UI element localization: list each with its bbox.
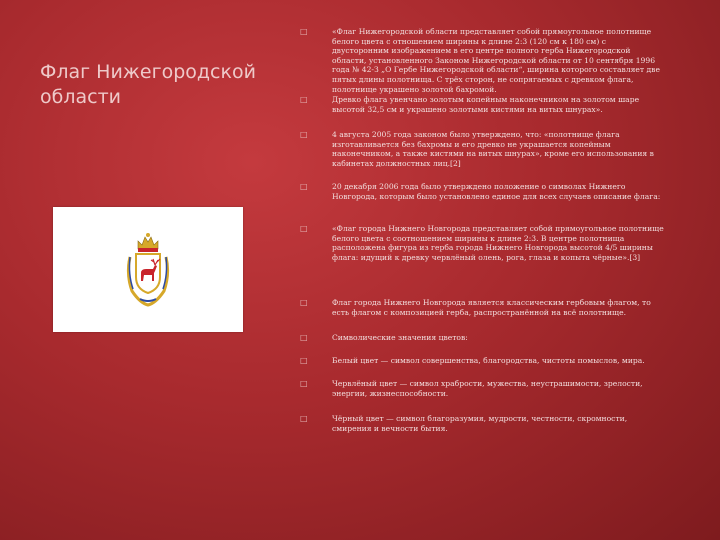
- bullet-item: [300, 182, 700, 201]
- bullet-text: 4 августа 2005 года законом было утверждено, что: «полотнище флага изготавливается без бахромы и его древко не украшается копейным наконечником, а также кистями на витых шнурах», кроме его использования в кабинетах должностных лиц.[2]: [332, 130, 654, 168]
- box-bullet-icon: □: [300, 414, 308, 423]
- box-bullet-icon: □: [300, 333, 308, 342]
- box-bullet-icon: □: [300, 356, 308, 365]
- bullet-item: [300, 298, 700, 317]
- bullet-text: Чёрный цвет — символ благоразумия, мудрости, честности, скромности, смирения и вечности бытия.: [332, 414, 628, 433]
- bullet-item: [300, 224, 700, 262]
- slide-title: Флаг Нижегородской области: [40, 61, 256, 108]
- bullet-item: [300, 414, 700, 433]
- bullet-list: [300, 0, 700, 540]
- box-bullet-icon: □: [300, 379, 308, 388]
- bullet-item: [300, 333, 700, 343]
- bullet-text: 20 декабря 2006 года было утверждено положение о символах Нижнего Новгорода, которым было установлено единое для всех случаев описание флага:: [332, 182, 661, 201]
- box-bullet-icon: □: [300, 224, 308, 233]
- bullet-text: Символические значения цветов:: [332, 333, 468, 342]
- bullet-item: [300, 379, 700, 398]
- bullet-item: [300, 95, 700, 114]
- box-bullet-icon: □: [300, 95, 308, 104]
- box-bullet-icon: □: [300, 130, 308, 139]
- bullet-text: Червлёный цвет — символ храбрости, мужества, неустрашимости, зрелости, энергии, жизнеспособности.: [332, 379, 643, 398]
- bullet-text: Флаг города Нижнего Новгорода является классическим гербовым флагом, то есть флагом с композицией герба, распространённой на всё полотнище.: [332, 298, 651, 317]
- box-bullet-icon: □: [300, 27, 308, 36]
- bullet-text: «Флаг города Нижнего Новгорода представляет собой прямоугольное полотнище белого цвета с соотношением ширины к длине 2:3. В центре полотнища расположена фигура из герба города Нижнего Новгорода высотой 4/5 ширины флага: идущий к древку червлёный олень, рога, глаза и копыта чёрные».[3]: [332, 224, 664, 262]
- bullet-text: Древко флага увенчано золотым копейным наконечником на золотом шаре высотой 32,5 см и украшено золотыми кистями на витых шнурах».: [332, 95, 640, 114]
- bullet-item: [300, 356, 700, 366]
- bullet-item: [300, 130, 700, 168]
- coat-of-arms-icon: [126, 229, 170, 309]
- bullet-text: «Флаг Нижегородской области представляет собой прямоугольное полотнище белого цвета с отношением ширины к длине 2:3 (120 см к 180 см) с двусторонним изображением в его центре полного герба Нижегородской области, установленного Законом Нижегородской области от 10 сентября 1996 года № 42-З „О Гербе Нижегородской области“, ширина которого составляет две пятых длины полотнища. С трёх сторон, не сопрягаемых с древком флага, полотнище украшено золотой бахромой.: [332, 27, 660, 94]
- bullet-item: [300, 27, 700, 94]
- box-bullet-icon: □: [300, 182, 308, 191]
- flag-image: [53, 207, 243, 332]
- bullet-text: Белый цвет — символ совершенства, благородства, чистоты помыслов, мира.: [332, 356, 645, 365]
- box-bullet-icon: □: [300, 298, 308, 307]
